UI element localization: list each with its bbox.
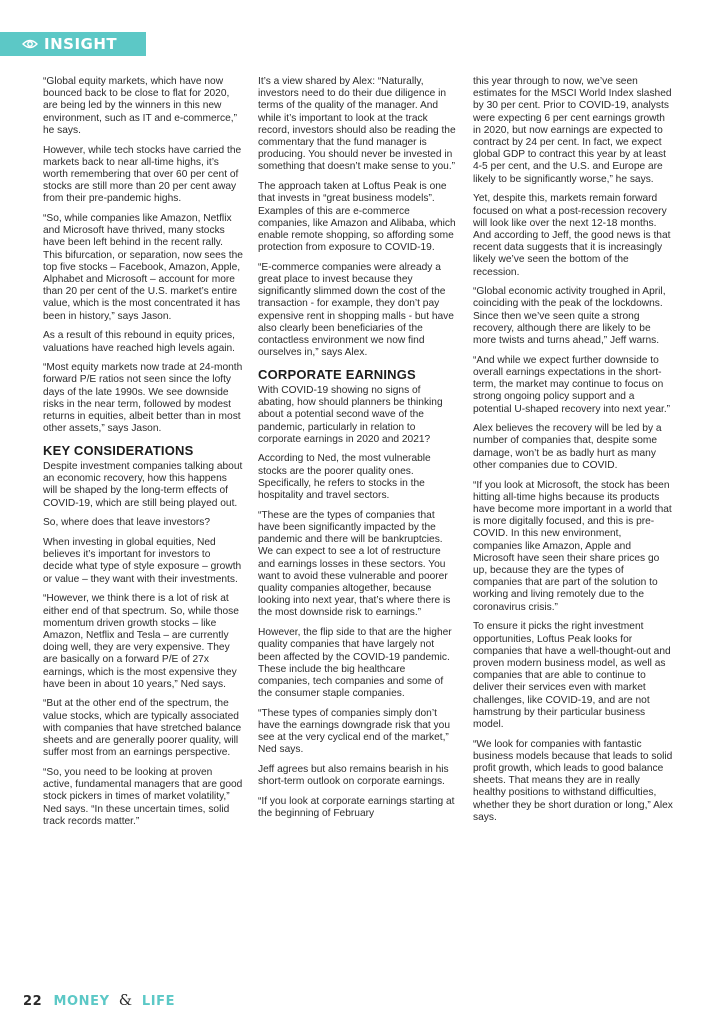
paragraph: “If you look at corporate earnings starting at the beginning of February (258, 796, 455, 820)
paragraph: “Most equity markets now trade at 24-month forward P/E ratios not seen since the lofty days of the late 1990s. We see downside risks in the near term, followed by modest returns in equities, albeit better than in most other assets,” says Jason. (43, 362, 243, 435)
paragraph: “Global equity markets, which have now bounced back to be close to flat for 2020, are being led by the winners in this new environment, such as IT and e-commerce,” he says. (43, 76, 238, 136)
paragraph: “However, we think there is a lot of risk at either end of that spectrum. So, while those momentum driven growth stocks – like Amazon, Netflix and Tesla – are currently doing well, they are very expensive. They are basically on a forward P/E of 27x earnings, which is the most expensive they have been in about 10 years,” Ned says. (43, 593, 239, 690)
article-column-3 (473, 76, 673, 832)
paragraph: this year through to now, we’ve seen estimates for the MSCI World Index slashed by 30 per cent. Prior to COVID-19, analysts were expecting 6 per cent earnings growth in 2020, but now earnings are expected to contract by 24 per cent. In fact, we expect global GDP to contract this year by at least 4-5 per cent, and the U.S. and Europe are likely to be significantly worse,” he says. (473, 76, 672, 185)
paragraph: “These types of companies simply don’t have the earnings downgrade risk that you see at the very cyclical end of the market,” Ned says. (258, 707, 450, 756)
paragraph: However, while tech stocks have carried the markets back to near all-time highs, it’s worth remembering that over 60 per cent of stocks are still more than 20 per cent away from their pre-pandemic highs. (43, 144, 242, 205)
paragraph: Yet, despite this, markets remain forward focused on what a post-recession recovery will look like over the next 12-18 months. And according to Jeff, the good news is that recent data suggests that it is increasingly likely we’ve seen the bottom of the recession. (473, 193, 671, 278)
paragraph: Jeff agrees but also remains bearish in his short-term outlook on corporate earnings. (258, 764, 449, 788)
paragraph: According to Ned, the most vulnerable stocks are the poorer quality ones. Specifically, he refers to stocks in the hospitality and travel sectors. (258, 453, 431, 502)
paragraph: To ensure it picks the right investment opportunities, Loftus Peak looks for companies that have a well-thought-out and proven modern business model, as well as companies that are able to continue to deliver their services even with market challenges, like COVID-19, and are not hamstrung by their particular business model. (473, 621, 671, 730)
section-label: INSIGHT (44, 35, 118, 53)
paragraph: “If you look at Microsoft, the stock has been hitting all-time highs because its products have become more important in a world that is more digitally focused, and this is pre-COVID. In this new environment, companies like Amazon, Apple and Microsoft have seen their share prices go up, because they are the types of companies that are part of the solution to working and living remotely due to the coronavirus crisis.” (473, 479, 672, 613)
article-column-2 (258, 76, 458, 828)
section-heading-key-considerations: KEY CONSIDERATIONS (43, 442, 194, 458)
paragraph: Despite investment companies talking about an economic recovery, how this happens will be shaped by the long-term effects of COVID-19, which are still being played out. (43, 460, 243, 509)
paragraph: With COVID-19 showing no signs of abating, how should planners be thinking about a potential second wave of the pandemic, particularly in relation to corporate earnings in 2020 and 2021? (258, 384, 443, 445)
paragraph: When investing in global equities, Ned believes it’s important for investors to decide what type of style exposure – growth or value – they want with their investments. (43, 537, 242, 585)
paragraph: As a result of this rebound in equity prices, valuations have reached high levels again. (43, 330, 235, 354)
page-footer (23, 991, 175, 1009)
paragraph: Alex believes the recovery will be led by a number of companies that, despite some damage, won’t be as badly hurt as many other companies due to COVID. (473, 423, 662, 471)
section-banner (0, 32, 146, 56)
eye-icon (22, 38, 38, 50)
paragraph: It’s a view shared by Alex: “Naturally, investors need to do their due diligence in terms of the quality of the manager. And while it’s important to look at the track record, investors should also be reading the commentary that the fund manager is producing. You should never be invested in something that doesn’t make sense to you.” (258, 76, 456, 173)
paragraph: “But at the other end of the spectrum, the value stocks, which are typically associated with companies that have stretched balance sheets and are generally poorer quality, will suffer most from an earnings perspective. (43, 698, 242, 759)
paragraph: “Global economic activity troughed in April, coinciding with the peak of the lockdowns. Since then we’ve seen quite a strong recovery, although there are likely to be more twists and turns ahead,” Jeff warns. (473, 286, 666, 347)
page-number: 22 (23, 994, 43, 1009)
paragraph: “So, while companies like Amazon, Netflix and Microsoft have thrived, many stocks have been left behind in the recent rally. This bifurcation, or separation, now sees the top five stocks – Facebook, Amazon, Apple, Alphabet and Microsoft – account for more than 20 per cent of the U.S. market’s entire value, which is the most concentrated it has been in history,” says Jason. (43, 213, 243, 322)
paragraph: “So, you need to be looking at proven active, fundamental managers that are good stock pickers in times of market volatility,” Ned says. “In these uncertain times, solid track records matter.” (43, 766, 243, 827)
section-heading-corporate-earnings: CORPORATE EARNINGS (258, 366, 416, 382)
paragraph: “And while we expect further downside to overall earnings expectations in the short-term, the market may continue to focus on strong ongoing policy support and a potential U-shaped recovery into next year.” (473, 354, 671, 415)
brand-word-life: LIFE (141, 994, 176, 1009)
brand-word-money: MONEY (53, 994, 110, 1009)
article-column-1 (43, 76, 243, 835)
paragraph: The approach taken at Loftus Peak is one that invests in “great business models”. Examples of this are e-commerce companies, like Amazon and Alibaba, which enable remote shopping, so affording some protection from exposure to COVID-19. (258, 181, 456, 254)
paragraph: “E-commerce companies were already a great place to invest because they significantly slimmed down the cost of the transaction - for example, they don’t pay expensive rent in shopping malls - but have also clearly been beneficiaries of the contactless environment we now find ourselves in,” says Alex. (258, 261, 454, 359)
paragraph: So, where does that leave investors? (43, 517, 211, 529)
paragraph: “These are the types of companies that have been significantly impacted by the pandemic and there will be bankruptcies. We can expect to see a lot of restructure and earnings losses in these sectors. You want to avoid these vulnerable and poorer quality companies altogether, because looking into next year, that’s where there is the most downside risk to earnings.” (258, 509, 451, 619)
paragraph: “We look for companies with fantastic business models because that leads to solid profit growth, which leads to good balance sheets. That means they are in really healthy positions to withstand difficulties, whether they be short duration or long,” Alex says. (473, 738, 673, 823)
paragraph: However, the flip side to that are the higher quality companies that have largely not been affected by the COVID-19 pandemic. These include the big healthcare companies, tech companies and some of the consumer staple companies. (258, 627, 452, 700)
brand-ampersand: & (118, 991, 133, 1009)
